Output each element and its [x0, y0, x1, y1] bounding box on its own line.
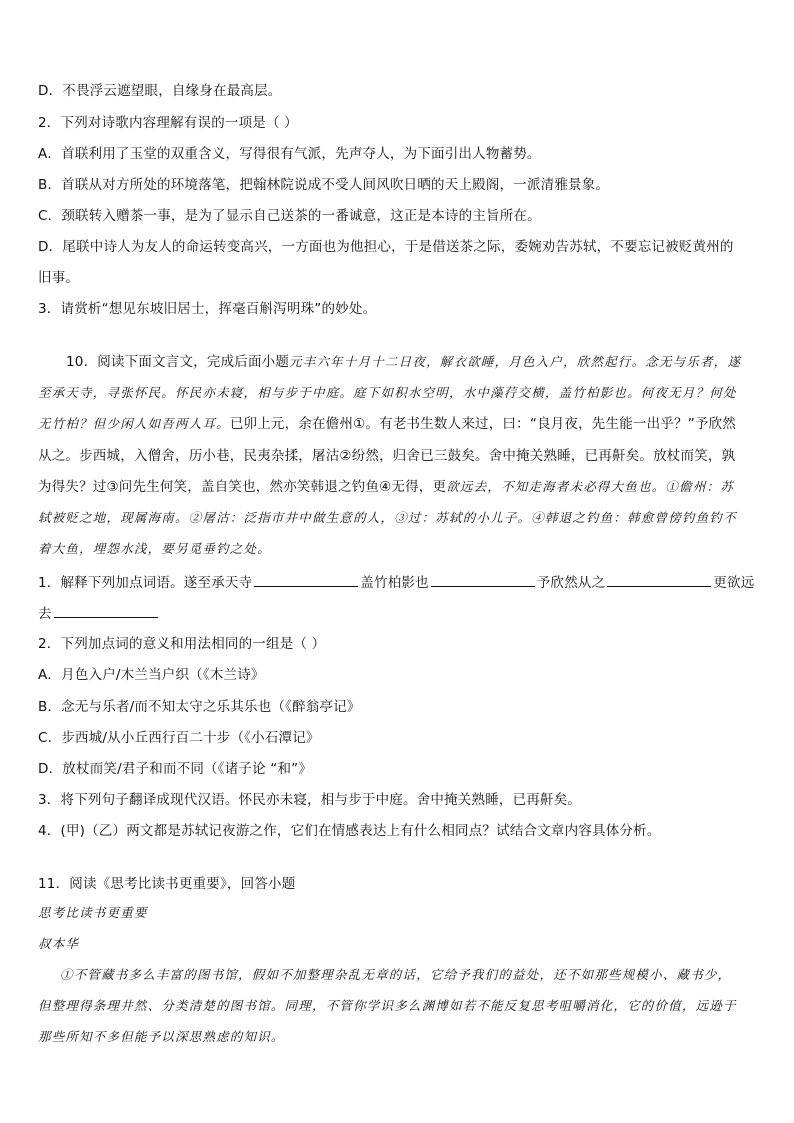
sub-question-2-option-b: B．念无与乐者/而不知太守之乐其乐也（《醉翁亭记》: [38, 699, 361, 715]
sub-question-1: [38, 572, 754, 593]
essay-paragraph-1-line-1: ①不管藏书多么丰富的图书馆，假如不加整理杂乱无章的话，它给予我们的益处，还不如那些规模小、藏书少，: [60, 967, 732, 982]
passage-10-line-3: [38, 414, 736, 434]
sub-question-4: 4．(甲)（乙）两文都是苏轼记夜游之作，它们在情感表达上有什么相同点？试结合文章内容具体分析。: [38, 823, 661, 839]
passage-jia-text: 元丰六年十月十二日夜，解衣欲睡，月色入户，欣然起行。念无与乐者，遂: [289, 354, 742, 369]
question-2-option-d: D．尾联中诗人为友人的命运转变高兴，一方面也为他担心，于是借送茶之际，委婉劝告苏轼，不要忘记被贬黄州的: [38, 239, 734, 255]
sub-question-1-word-3: 予欣然从之: [536, 575, 606, 591]
question-11-intro: 11．阅读《思考比读书更重要》，回答小题: [38, 876, 296, 892]
sub-question-1-cont: [38, 603, 160, 624]
essay-paragraph-1-line-3: 那些所知不多但能予以深思熟虑的知识。: [38, 1029, 285, 1044]
passage-yi-start: 已卯上元，余在儋州①。有老书生数人来过，曰：“良月夜，先生能一出乎？”予欣然: [229, 416, 737, 432]
answer-blank-1[interactable]: [254, 572, 358, 587]
question-2-option-d-cont: 旧事。: [38, 270, 80, 286]
footnotes-line: 轼被贬之地，现属海南。②屠沽：泛指市井中做生意的人，③过：苏轼的小儿子。④韩退之钓鱼：韩愈曾傍钓鱼钓不: [38, 510, 737, 525]
question-10-intro: 10．阅读下面文言文，完成后面小题: [66, 354, 290, 370]
footnotes-line-end: 着大鱼，埋怨水浅，要另觅垂钓之处。: [38, 541, 271, 556]
sub-question-2-option-d: D．放杖而笑/君子和而不同（《诸子论 “和”》: [38, 761, 313, 777]
answer-blank-4[interactable]: [54, 603, 158, 618]
passage-10-line-4: 从之。步西城，入僧舍，历小巷，民夷杂揉，屠沽②纷然，归舍已三鼓矣。舍中掩关熟睡，已再鼾矣。放杖而笑，孰: [38, 448, 736, 464]
footnote-1: 欲远去，不知走海者未必得大鱼也。①儋州：苏: [446, 479, 734, 494]
sub-question-1-word-2: 盖竹柏影也: [360, 575, 429, 591]
essay-title: 思考比读书更重要: [38, 905, 148, 920]
essay-author: 叔本华: [38, 936, 80, 951]
essay-paragraph-1-line-2: 但整理得条理井然、分类清楚的图书馆。同理，不管你学识多么渊博如若不能反复思考咀嚼消化，它的价值，远逊于: [38, 998, 737, 1013]
sub-question-2-option-c: C．步西城/从小丘西行百二十步（《小石潭记》: [38, 730, 320, 746]
sub-question-2-option-a: A．月色入户/木兰当户织（《木兰诗》: [38, 667, 265, 683]
question-2-option-b: B．首联从对方所处的环境落笔，把翰林院说成不受人间风吹日晒的天上殿阁，一派清雅景象。: [38, 177, 610, 193]
passage-10-line-2: 至承天寺，寻张怀民。怀民亦未寝，相与步于中庭。庭下如积水空明，水中藻荇交横，盖竹柏影也。何夜无月？何处: [38, 385, 737, 400]
question-2-stem: 2．下列对诗歌内容理解有误的一项是（ ）: [38, 115, 298, 131]
sub-question-1-word-1: 1．解释下列加点词语。遂至承天寺: [38, 575, 253, 591]
sub-question-1-word-4-cont: 去: [38, 606, 52, 622]
option-d-prev: D．不畏浮云遮望眼，自缘身在最高层。: [38, 83, 282, 99]
sub-question-1-word-4: 更欲远: [713, 575, 755, 591]
answer-blank-2[interactable]: [431, 572, 535, 587]
passage-jia-end: 无竹柏？但少闲人如吾两人耳。: [38, 416, 230, 431]
sub-question-3: 3．将下列句子翻译成现代汉语。怀民亦未寝，相与步于中庭。舍中掩关熟睡，已再鼾矣。: [38, 792, 582, 808]
question-3-stem: 3．请赏析“想见东坡旧居士，挥毫百斛泻明珠”的妙处。: [38, 301, 377, 317]
sub-question-2: 2．下列加点词的意义和用法相同的一组是（ ）: [38, 636, 326, 652]
passage-yi-end: 为得失？过③问先生何笑，盖自笑也，然亦笑韩退之钓鱼④无得，更: [38, 479, 447, 495]
question-2-option-c: C．颈联转入赠茶一事，是为了显示自己送茶的一番诚意，这正是本诗的主旨所在。: [38, 208, 541, 224]
answer-blank-3[interactable]: [607, 572, 711, 587]
passage-10-line-1: [66, 352, 741, 372]
passage-10-line-5: [38, 477, 734, 497]
question-2-option-a: A．首联利用了玉堂的双重含义，写得很有气派，先声夺人，为下面引出人物蓄势。: [38, 146, 541, 162]
